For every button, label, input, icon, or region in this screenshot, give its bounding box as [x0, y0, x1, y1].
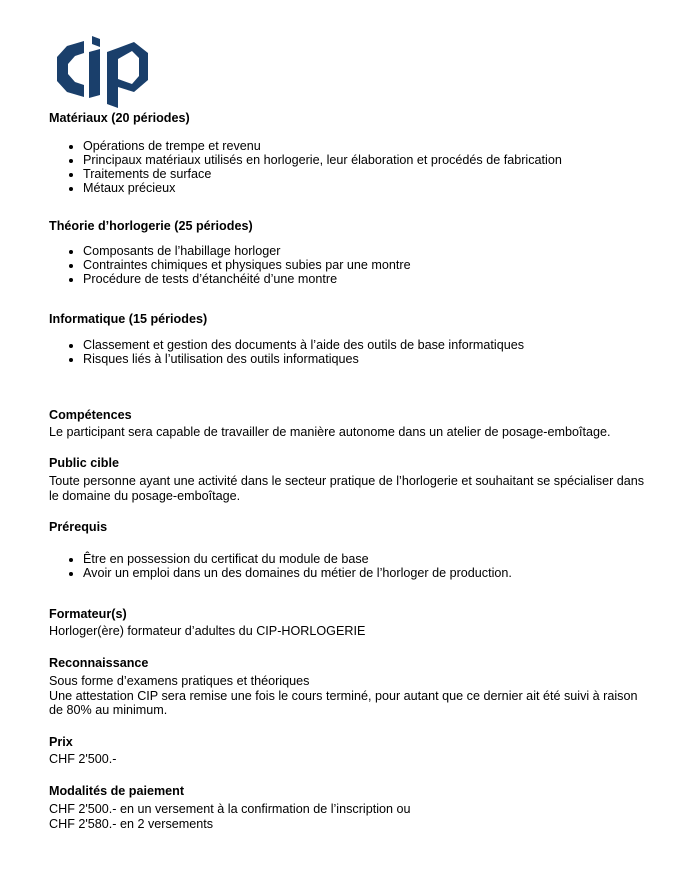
logo-letter-p [107, 42, 148, 108]
reconnaissance-line1: Sous forme d’examens pratiques et théoriques [49, 674, 310, 688]
reconnaissance-line2: Une attestation CIP sera remise une fois le cours terminé, pour autant que ce dernier ait été suivi à raison de 80% au minimum. [49, 688, 638, 717]
prerequis-title: Prérequis [49, 520, 108, 534]
paiement-line2: CHF 2'580.- en 2 versements [49, 816, 214, 831]
formateur-text: Horloger(ère) formateur d’adultes du CIP-HORLOGERIE [49, 624, 366, 638]
list-item: • Composants de l’habillage horloger [83, 244, 649, 258]
competences-text: Le participant sera capable de travailler de manière autonome dans un atelier de posage-emboîtage. [49, 425, 611, 439]
prix-text: CHF 2'500.- [49, 752, 117, 766]
document-content [49, 111, 649, 831]
formateur-title: Formateur(s) [49, 606, 127, 621]
informatique-title: Informatique (15 périodes) [49, 312, 208, 326]
public-title: Public cible [49, 455, 119, 470]
prerequis-list [49, 552, 649, 580]
materiaux-title: Matériaux (20 périodes) [49, 111, 190, 125]
list-item: • Risques liés à l’utilisation des outils informatiques [83, 352, 649, 366]
prix-title: Prix [49, 734, 73, 749]
theorie-list [49, 244, 649, 286]
list-item: • Avoir un emploi dans un des domaines du métier de l’horloger de production. [83, 566, 649, 580]
logo-letter-i-stem [89, 49, 100, 98]
list-item: • Métaux précieux [83, 181, 649, 195]
logo-letter-i-dot [92, 36, 100, 47]
public-text: Toute personne ayant une activité dans le secteur pratique de l’horlogerie et souhaitant se spécialiser dans le domaine du posage-emboîtage. [49, 474, 645, 503]
list-item: • Opérations de trempe et revenu [83, 139, 649, 153]
theorie-title: Théorie d’horlogerie (25 périodes) [49, 218, 253, 233]
list-item: • Principaux matériaux utilisés en horlogerie, leur élaboration et procédés de fabrication [83, 153, 649, 167]
paiement-title: Modalités de paiement [49, 783, 185, 798]
list-item: • Procédure de tests d’étanchéité d’une montre [83, 272, 649, 286]
paiement-line1: CHF 2'500.- en un versement à la confirmation de l’inscription ou [49, 802, 411, 816]
logo-letter-c [57, 41, 84, 97]
materiaux-list [49, 139, 649, 195]
list-item: • Contraintes chimiques et physiques subies par une montre [83, 258, 649, 272]
competences-title: Compétences [49, 407, 132, 422]
reconnaissance-title: Reconnaissance [49, 655, 149, 670]
list-item: • Traitements de surface [83, 167, 649, 181]
list-item: • Être en possession du certificat du module de base [83, 552, 649, 566]
list-item: • Classement et gestion des documents à l’aide des outils de base informatiques [83, 338, 649, 352]
informatique-list [49, 338, 649, 366]
cip-logo [54, 36, 151, 108]
